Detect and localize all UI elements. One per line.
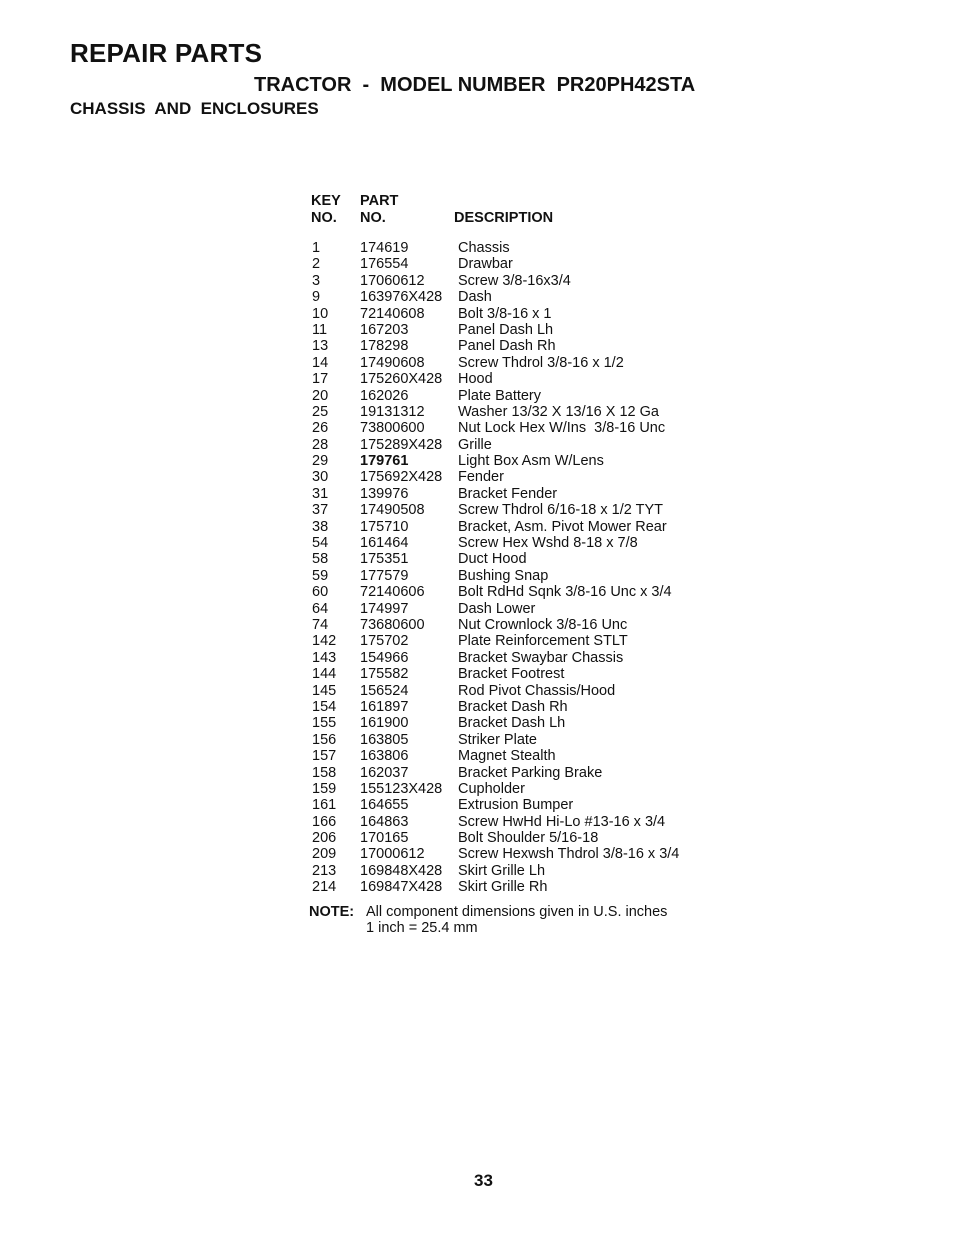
description: Bracket Parking Brake (458, 764, 603, 781)
part-no: 169848X428 (360, 862, 443, 879)
description: Bolt RdHd Sqnk 3/8-16 Unc x 3/4 (458, 584, 672, 601)
key-no: 17 (312, 371, 329, 388)
note-line-1: All component dimensions given in U.S. inches (366, 904, 668, 920)
key-no: 209 (312, 846, 337, 863)
part-no: 175710 (360, 518, 409, 535)
description: Nut Crownlock 3/8-16 Unc (458, 616, 628, 633)
page-title: REPAIR PARTS (70, 38, 263, 68)
section-heading: CHASSIS AND ENCLOSURES (70, 99, 319, 118)
part-no: 161464 (360, 535, 409, 552)
key-no: 142 (312, 633, 337, 650)
part-no: 175692X428 (360, 469, 443, 486)
key-no: 154 (312, 698, 337, 715)
description: Bracket Swaybar Chassis (458, 649, 624, 666)
part-no: 162026 (360, 387, 409, 404)
description: Rod Pivot Chassis/Hood (458, 682, 616, 699)
part-no: 73800600 (360, 420, 425, 437)
key-no: 37 (312, 502, 329, 519)
key-no: 161 (312, 797, 337, 814)
model-subtitle: TRACTOR - MODEL NUMBER PR20PH42STA (254, 74, 696, 96)
description: Screw Hex Wshd 8-18 x 7/8 (458, 535, 638, 552)
part-no: 156524 (360, 682, 409, 699)
key-no: 213 (312, 862, 337, 879)
key-no: 64 (312, 600, 329, 617)
description: Bolt 3/8-16 x 1 (458, 305, 552, 322)
key-no: 25 (312, 403, 329, 420)
note-line-2: 1 inch = 25.4 mm (366, 920, 478, 936)
part-no: 17490508 (360, 502, 425, 519)
key-no: 144 (312, 666, 337, 683)
description: Hood (458, 371, 493, 388)
part-no: 175702 (360, 633, 409, 650)
key-no: 60 (312, 584, 329, 601)
part-no: 154966 (360, 649, 409, 666)
description: Grille (458, 436, 492, 453)
key-no: 159 (312, 780, 337, 797)
description: Bolt Shoulder 5/16-18 (458, 830, 599, 847)
key-no: 145 (312, 682, 337, 699)
key-no: 158 (312, 764, 337, 781)
part-no: 163805 (360, 731, 409, 748)
note-label: NOTE: (309, 904, 355, 920)
description: Screw 3/8-16x3/4 (458, 272, 571, 289)
part-no: 73680600 (360, 616, 425, 633)
part-no: 164655 (360, 797, 409, 814)
part-no: 19131312 (360, 403, 425, 420)
key-no: 10 (312, 305, 329, 322)
description: Striker Plate (458, 731, 537, 748)
key-no: 14 (312, 354, 329, 371)
description: Bracket Dash Rh (458, 698, 568, 715)
key-no: 20 (312, 387, 329, 404)
description: Fender (458, 469, 504, 486)
part-no: 178298 (360, 338, 409, 355)
description: Screw HwHd Hi-Lo #13-16 x 3/4 (458, 813, 666, 830)
description: Bracket, Asm. Pivot Mower Rear (458, 518, 667, 535)
part-no: 163976X428 (360, 289, 443, 306)
description: Panel Dash Rh (458, 338, 556, 355)
key-no: 29 (312, 453, 329, 470)
description: Screw Thdrol 6/16-18 x 1/2 TYT (458, 502, 663, 519)
key-no: 156 (312, 731, 337, 748)
part-no: 17490608 (360, 354, 425, 371)
part-no: 177579 (360, 567, 409, 584)
part-no: 161900 (360, 715, 409, 732)
key-no: 58 (312, 551, 329, 568)
description: Bracket Footrest (458, 666, 565, 683)
part-no: 139976 (360, 485, 409, 502)
part-no: 72140608 (360, 305, 425, 322)
key-no: 13 (312, 338, 329, 355)
description: Skirt Grille Lh (458, 862, 546, 879)
description: Screw Hexwsh Thdrol 3/8-16 x 3/4 (458, 846, 680, 863)
key-no: 206 (312, 830, 337, 847)
description: Plate Battery (458, 387, 542, 404)
part-no: 72140606 (360, 584, 425, 601)
key-no: 166 (312, 813, 337, 830)
part-no: 169847X428 (360, 879, 443, 896)
description: Light Box Asm W/Lens (458, 453, 604, 470)
key-no: 11 (312, 321, 328, 338)
page-number: 33 (474, 1171, 493, 1190)
key-no: 214 (312, 879, 337, 896)
part-no: 175582 (360, 666, 409, 683)
description: Bracket Fender (458, 485, 558, 502)
description: Bracket Dash Lh (458, 715, 566, 732)
description: Drawbar (458, 256, 513, 273)
description: Cupholder (458, 780, 525, 797)
key-no: 143 (312, 649, 337, 666)
description: Extrusion Bumper (458, 797, 574, 814)
key-no: 28 (312, 436, 329, 453)
part-no: 161897 (360, 698, 409, 715)
part-no: 174619 (360, 240, 409, 256)
part-no: 175289X428 (360, 436, 443, 453)
part-no: 170165 (360, 830, 409, 847)
key-no: 31 (312, 485, 329, 502)
key-no: 1 (312, 240, 321, 256)
part-no: 176554 (360, 256, 409, 273)
key-no: 3 (312, 272, 321, 289)
description: Magnet Stealth (458, 748, 556, 765)
description-header: DESCRIPTION (454, 210, 554, 226)
description: Duct Hood (458, 551, 527, 568)
part-no: 179761 (360, 453, 409, 470)
key-header-line1: KEY (311, 193, 341, 209)
key-header-line2: NO. (311, 210, 337, 226)
description: Chassis (458, 240, 510, 256)
part-no: 155123X428 (360, 780, 443, 797)
part-no: 164863 (360, 813, 409, 830)
description: Bushing Snap (458, 567, 549, 584)
part-no: 17060612 (360, 272, 425, 289)
key-no: 59 (312, 567, 329, 584)
part-no: 167203 (360, 321, 409, 338)
description: Dash (458, 289, 492, 306)
key-no: 30 (312, 469, 329, 486)
key-no: 26 (312, 420, 329, 437)
description: Skirt Grille Rh (458, 879, 548, 896)
part-header-line2: NO. (360, 210, 386, 226)
description: Plate Reinforcement STLT (458, 633, 628, 650)
part-no: 175351 (360, 551, 409, 568)
key-no: 38 (312, 518, 329, 535)
part-no: 163806 (360, 748, 409, 765)
part-header-line1: PART (360, 193, 399, 209)
key-no: 74 (312, 616, 329, 633)
key-no: 157 (312, 748, 337, 765)
key-no: 54 (312, 535, 329, 552)
description: Nut Lock Hex W/Ins 3/8-16 Unc (458, 420, 666, 437)
key-no: 155 (312, 715, 337, 732)
description: Screw Thdrol 3/8-16 x 1/2 (458, 354, 624, 371)
description: Panel Dash Lh (458, 321, 554, 338)
part-no: 174997 (360, 600, 409, 617)
key-no: 2 (312, 256, 321, 273)
part-no: 162037 (360, 764, 409, 781)
key-no: 9 (312, 289, 321, 306)
part-no: 175260X428 (360, 371, 443, 388)
description: Washer 13/32 X 13/16 X 12 Ga (458, 403, 659, 420)
part-no: 17000612 (360, 846, 425, 863)
description: Dash Lower (458, 600, 536, 617)
